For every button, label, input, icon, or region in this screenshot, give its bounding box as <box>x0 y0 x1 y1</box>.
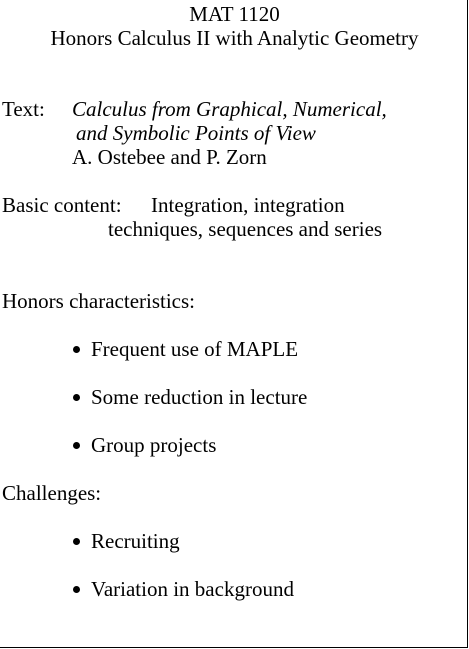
bullet-icon <box>73 394 80 401</box>
challenges-item: Recruiting <box>91 529 180 553</box>
course-code: MAT 1120 <box>189 2 280 26</box>
book-title-line1: Calculus from Graphical, Numerical, <box>72 97 387 121</box>
text-label: Text: <box>2 97 45 121</box>
honors-item: Group projects <box>91 433 217 457</box>
content-line2: techniques, sequences and series <box>108 217 383 241</box>
challenges-item: Variation in background <box>91 577 294 601</box>
bullet-icon <box>73 586 80 593</box>
bullet-icon <box>73 442 80 449</box>
content-line1: Integration, integration <box>151 193 345 217</box>
honors-heading: Honors characteristics: <box>2 289 196 313</box>
honors-item: Frequent use of MAPLE <box>91 337 299 361</box>
bullet-icon <box>73 346 80 353</box>
book-title-line2: and Symbolic Points of View <box>76 121 316 145</box>
course-title: Honors Calculus II with Analytic Geometry <box>50 26 419 50</box>
book-authors: A. Ostebee and P. Zorn <box>72 145 267 169</box>
honors-item: Some reduction in lecture <box>91 385 308 409</box>
challenges-heading: Challenges: <box>2 481 102 505</box>
bullet-icon <box>73 538 80 545</box>
content-label: Basic content: <box>2 193 122 217</box>
